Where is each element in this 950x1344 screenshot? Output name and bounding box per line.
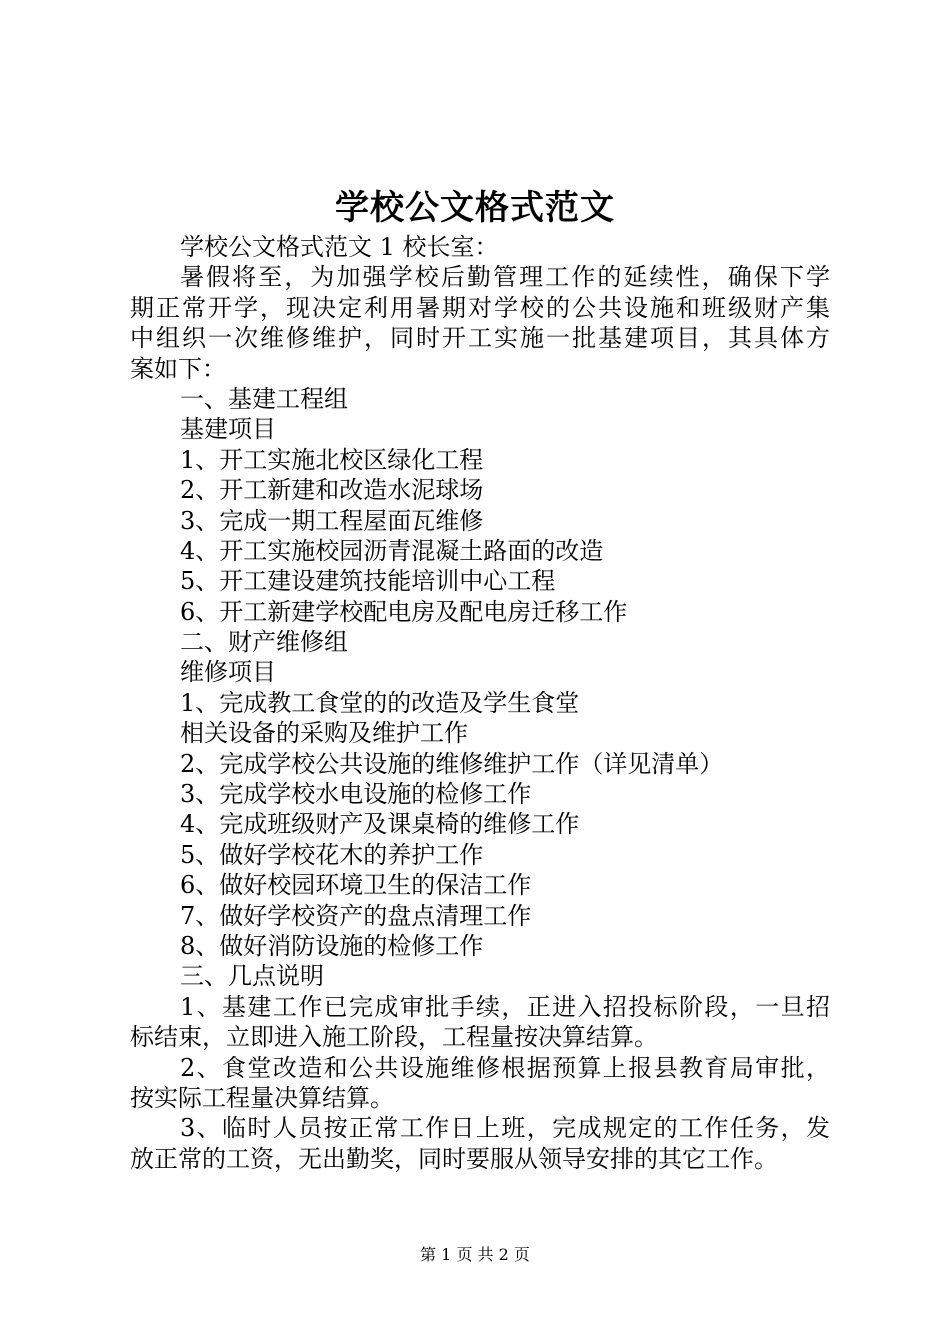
document-title: 学校公文格式范文: [335, 188, 615, 228]
list-item: 3、完成一期工程屋面瓦维修: [180, 506, 484, 535]
paragraph-line: 案如下：: [130, 354, 226, 383]
list-item: 6、开工新建学校配电房及配电房迁移工作: [180, 597, 628, 626]
section-heading: 二、财产维修组: [180, 628, 348, 657]
list-item: 3、完成学校水电设施的检修工作: [180, 780, 532, 809]
list-item: 2、开工新建和改造水泥球场: [180, 476, 484, 505]
paragraph-line: 中组织一次维修维护，同时开工实施一批基建项目，其具体方: [130, 324, 830, 353]
list-item-continuation: 相关设备的采购及维护工作: [180, 719, 468, 748]
section-heading: 一、基建工程组: [180, 384, 348, 413]
list-item: 7、做好学校资产的盘点清理工作: [180, 901, 532, 930]
list-item: 8、做好消防设施的检修工作: [180, 931, 484, 960]
paragraph-line: 期正常开学，现决定利用暑期对学校的公共设施和班级财产集: [130, 293, 830, 322]
paragraph-line: 标结束，立即进入施工阶段，工程量按决算结算。: [130, 1023, 658, 1052]
paragraph-line: 3、临时人员按正常工作日上班，完成规定的工作任务，发: [180, 1114, 830, 1143]
paragraph-line: 2、食堂改造和公共设施维修根据预算上报县教育局审批，: [180, 1053, 830, 1082]
paragraph-line: 放正常的工资，无出勤奖，同时要服从领导安排的其它工作。: [130, 1144, 778, 1173]
page-footer: 第 1 页 共 2 页: [420, 1245, 530, 1264]
section-heading: 三、几点说明: [180, 962, 324, 991]
list-item: 5、开工建设建筑技能培训中心工程: [180, 567, 556, 596]
subsection-heading: 基建项目: [180, 415, 276, 444]
list-item: 1、开工实施北校区绿化工程: [180, 445, 484, 474]
list-item: 5、做好学校花木的养护工作: [180, 840, 484, 869]
list-item: 2、完成学校公共设施的维修维护工作（详见清单）: [180, 749, 724, 778]
paragraph-line: 暑假将至，为加强学校后勤管理工作的延续性，确保下学: [180, 263, 830, 292]
paragraph-line: 按实际工程量决算结算。: [130, 1083, 394, 1112]
list-item: 1、完成教工食堂的的改造及学生食堂: [180, 688, 580, 717]
list-item: 6、做好校园环境卫生的保洁工作: [180, 871, 532, 900]
paragraph-line: 1、基建工作已完成审批手续，正进入招投标阶段，一旦招: [180, 992, 830, 1021]
salutation-line: 学校公文格式范文 1 校长室：: [180, 233, 499, 261]
list-item: 4、完成班级财产及课桌椅的维修工作: [180, 810, 580, 839]
list-item: 4、开工实施校园沥青混凝土路面的改造: [180, 536, 604, 565]
subsection-heading: 维修项目: [180, 658, 276, 687]
document-body: [130, 232, 830, 1174]
